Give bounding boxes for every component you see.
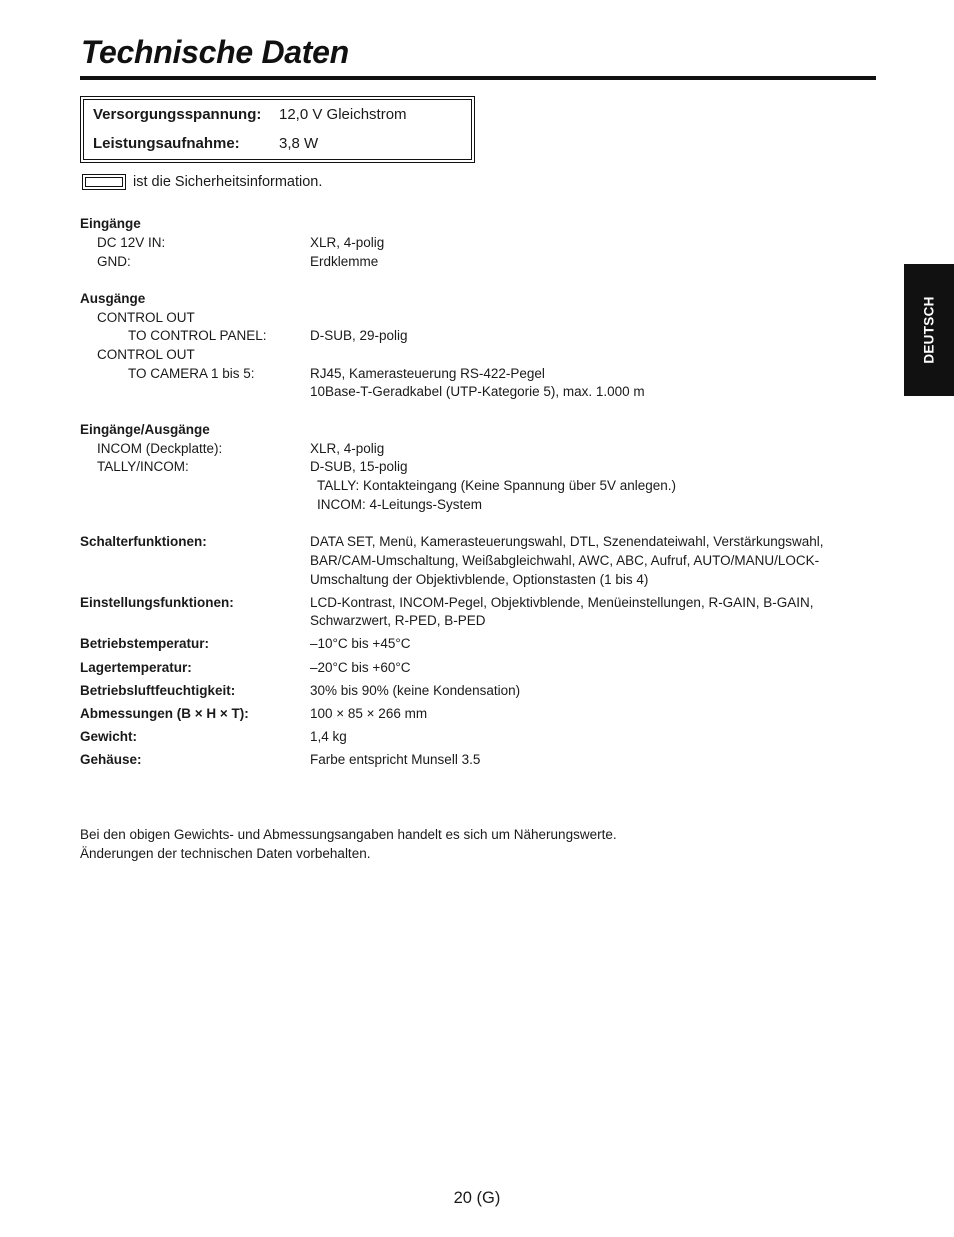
to-panel-value: D-SUB, 29-polig xyxy=(310,328,408,343)
page-number xyxy=(0,1189,954,1208)
safety-symbol-box xyxy=(82,174,126,190)
tally-value: D-SUB, 15-polig xyxy=(310,459,408,474)
switch-line-3: Umschaltung der Objektivblende, Optionstasten (1 bis 4) xyxy=(310,572,649,587)
humidity-label: Betriebsluftfeuchtigkeit: xyxy=(80,683,236,698)
adjust-line-1: LCD-Kontrast, INCOM-Pegel, Objektivblende, Menüeinstellungen, R-GAIN, B-GAIN, xyxy=(310,595,814,610)
control-out-2: CONTROL OUT xyxy=(97,347,195,362)
to-panel-label: TO CONTROL PANEL: xyxy=(128,328,267,343)
dimensions-label: Abmessungen (B × H × T): xyxy=(80,706,249,721)
page-number-text: 20 (G) xyxy=(453,1189,501,1207)
page-title: Technische Daten xyxy=(81,34,349,70)
housing-label: Gehäuse: xyxy=(80,752,142,767)
dc-in-value: XLR, 4-polig xyxy=(310,235,385,250)
title-rule xyxy=(80,76,876,80)
incom-label: INCOM (Deckplatte): xyxy=(97,441,223,456)
adjust-label: Einstellungsfunktionen: xyxy=(80,595,234,610)
to-camera-label: TO CAMERA 1 bis 5: xyxy=(128,366,255,381)
inputs-heading: Eingänge xyxy=(80,216,141,231)
language-side-tab xyxy=(904,264,954,396)
consumption-label: Leistungsaufnahme: xyxy=(93,135,240,152)
dimensions-value: 100 × 85 × 266 mm xyxy=(310,706,428,721)
weight-value: 1,4 kg xyxy=(310,729,347,744)
supply-value: 12,0 V Gleichstrom xyxy=(279,106,407,123)
io-heading: Eingänge/Ausgänge xyxy=(80,422,210,437)
weight-label: Gewicht: xyxy=(80,729,138,744)
switch-line-1: DATA SET, Menü, Kamerasteuerungswahl, DTL, Szenendateiwahl, Verstärkungswahl, xyxy=(310,534,824,549)
dc-in-label: DC 12V IN: xyxy=(97,235,166,250)
gnd-label: GND: xyxy=(97,254,131,269)
footnote-2: Änderungen der technischen Daten vorbehalten. xyxy=(80,846,371,861)
consumption-value: 3,8 W xyxy=(279,135,319,152)
footnote-1: Bei den obigen Gewichts- und Abmessungsangaben handelt es sich um Näherungswerte. xyxy=(80,827,617,842)
outputs-heading: Ausgänge xyxy=(80,291,146,306)
op-temp-value: –10°C bis +45°C xyxy=(310,636,411,651)
tally-label: TALLY/INCOM: xyxy=(97,459,189,474)
to-camera-value-1: RJ45, Kamerasteuerung RS-422-Pegel xyxy=(310,366,545,381)
incom-value: XLR, 4-polig xyxy=(310,441,385,456)
control-out-1: CONTROL OUT xyxy=(97,310,195,325)
gnd-value: Erdklemme xyxy=(310,254,379,269)
storage-temp-label: Lagertemperatur: xyxy=(80,660,192,675)
adjust-line-2: Schwarzwert, R-PED, B-PED xyxy=(310,613,486,628)
humidity-value: 30% bis 90% (keine Kondensation) xyxy=(310,683,521,698)
switch-line-2: BAR/CAM-Umschaltung, Weißabgleichwahl, AWC, ABC, Aufruf, AUTO/MANU/LOCK- xyxy=(310,553,820,568)
tally-sub-2: INCOM: 4-Leitungs-System xyxy=(317,497,483,512)
op-temp-label: Betriebstemperatur: xyxy=(80,636,210,651)
safety-note: ist die Sicherheitsinformation. xyxy=(133,174,323,190)
supply-label: Versorgungsspannung: xyxy=(93,106,262,123)
to-camera-value-2: 10Base-T-Geradkabel (UTP-Kategorie 5), max. 1.000 m xyxy=(310,384,645,399)
tally-sub-1: TALLY: Kontakteingang (Keine Spannung über 5V anlegen.) xyxy=(317,478,677,493)
storage-temp-value: –20°C bis +60°C xyxy=(310,660,411,675)
switch-label: Schalterfunktionen: xyxy=(80,534,207,549)
language-side-tab-label: DEUTSCH xyxy=(921,296,937,364)
housing-value: Farbe entspricht Munsell 3.5 xyxy=(310,752,481,767)
